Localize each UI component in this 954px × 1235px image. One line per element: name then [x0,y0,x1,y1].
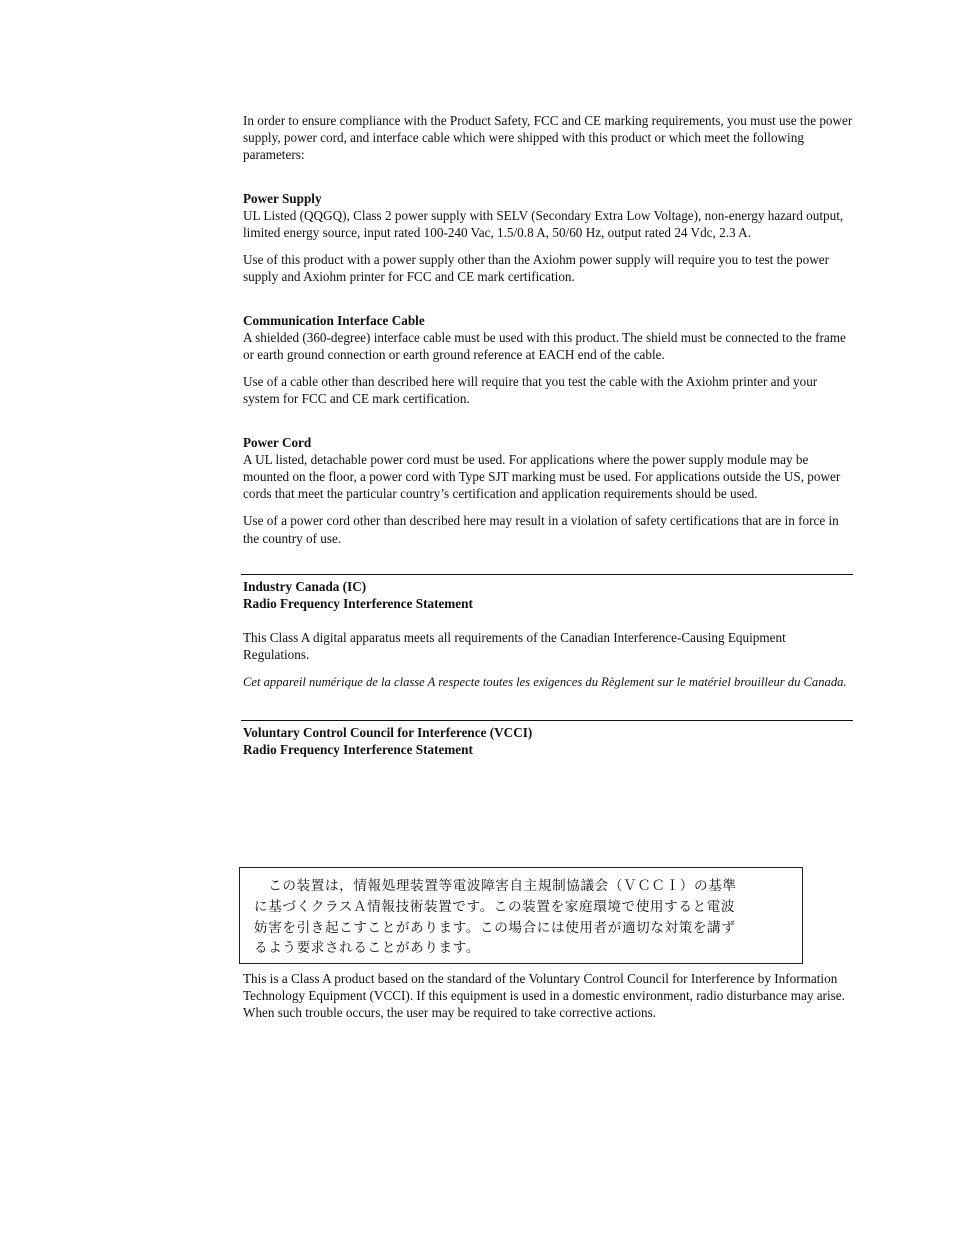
vcci-heading: Voluntary Control Council for Interference (VCCI) [243,724,533,740]
interface-cable-note: Use of a cable other than described here will require that you test the cable with the Axiohm printer and your system for FCC and CE mark certification. [243,374,818,407]
vcci-body: This is a Class A product based on the standard of the Voluntary Control Council for Interference by Information Technology Equipment (VCCI). If this equipment is used in a domestic environment, radio disturbance may arise. When such trouble occurs, the user may be required to take corrective actions. [243,971,845,1021]
compliance-content [243,112,853,758]
industry-canada-subheading: Radio Frequency Interference Statement [243,596,473,612]
power-cord-heading: Power Cord [243,434,312,450]
vcci-subheading: Radio Frequency Interference Statement [243,742,473,758]
vcci-japanese-notice [239,867,803,964]
vcci-japanese-line: に基づくクラスＡ情報技術装置です。この装置を家庭環境で使用すると電波 [254,898,736,915]
power-cord-body: A UL listed, detachable power cord must be used. For applications where the power supply module may be mounted on the floor, a power cord with Type SJT marking must be used. For applications outside the US, power cords that meet the particular country’s certification and application requirements should be used. [243,451,841,502]
vcci-japanese-line: この装置は，情報処理装置等電波障害自主規制協議会（ＶＣＣＩ）の基準 [254,878,737,894]
industry-canada-rule [241,574,853,612]
vcci-japanese-line: 妨害を引き起こすことがあります。この場合には使用者が適切な対策を講ず [254,919,736,936]
vcci-english-statement [243,970,853,1022]
industry-canada-body: This Class A digital apparatus meets all requirements of the Canadian Interference-Causing Equipment Regulations. [243,630,786,663]
interface-cable-heading: Communication Interface Cable [243,312,425,328]
industry-canada-body-french: Cet appareil numérique de la classe A respecte toutes les exigences du Règlement sur le matériel brouilleur du Canada. [243,674,847,689]
power-supply-body: UL Listed (QQGQ), Class 2 power supply with SELV (Secondary Extra Low Voltage), non-energy hazard output, limited energy source, input rated 100-240 Vac, 1.5/0.8 A, 50/60 Hz, output rated 24 Vdc, 2.3 A. [243,207,844,241]
vcci-japanese-line: るよう要求されることがあります。 [254,940,481,957]
power-supply-heading: Power Supply [243,190,322,206]
intro-paragraph: In order to ensure compliance with the Product Safety, FCC and CE marking requirements, you must use the power supply, power cord, and interface cable which were shipped with this product or which meet the following parameters: [243,113,853,163]
vcci-rule [241,720,853,758]
industry-canada-heading: Industry Canada (IC) [243,578,367,594]
interface-cable-body: A shielded (360-degree) interface cable must be used with this product. The shield must be connected to the frame or earth ground connection or earth ground reference at EACH end of the cable. [243,329,846,363]
power-cord-note: Use of a power cord other than described here may result in a violation of safety certifications that are in force in the country of use. [243,513,839,546]
power-supply-note: Use of this product with a power supply other than the Axiohm power supply will require you to test the power supply and Axiohm printer for FCC and CE mark certification. [243,252,830,285]
